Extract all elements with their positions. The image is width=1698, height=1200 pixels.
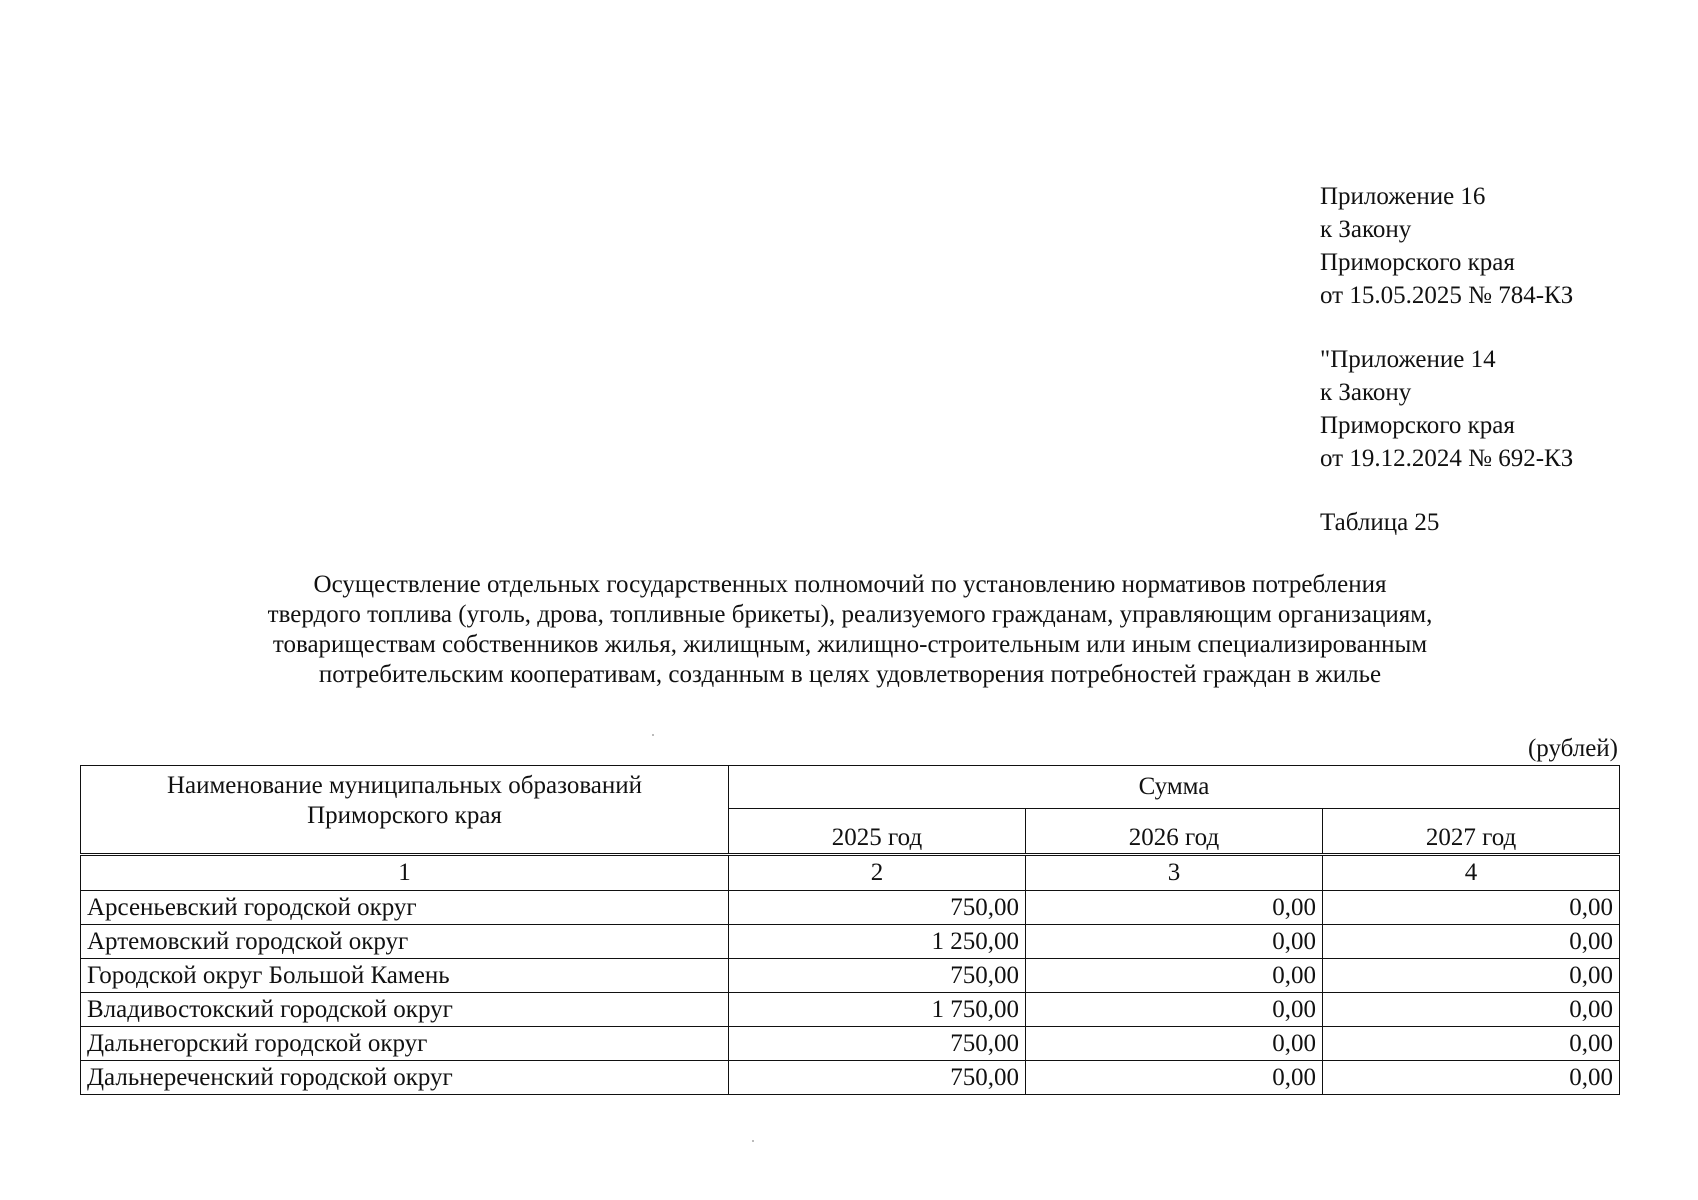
municipality-name: Городской округ Большой Камень [81,959,729,993]
amount-2025: 750,00 [729,1061,1026,1095]
amount-2025: 750,00 [729,959,1026,993]
table-row [81,1027,1620,1061]
table-row [81,925,1620,959]
table-row [81,891,1620,925]
amount-2026: 0,00 [1026,1027,1323,1061]
amount-2027: 0,00 [1323,891,1620,925]
original-appendix-line: Приморского края [1320,412,1515,439]
scan-speck [652,734,654,736]
column-number: 1 [81,855,729,891]
original-appendix-line: "Приложение 14 [1320,346,1496,373]
appendix-line: от 15.05.2025 № 784-КЗ [1320,282,1574,309]
appendix-line: Приморского края [1320,249,1515,276]
title-line: потребительским кооперативам, созданным в целях удовлетворения потребностей граждан в жилье [318,661,1382,688]
municipality-name: Дальнегорский городской округ [81,1027,729,1061]
amount-2025: 1 250,00 [729,925,1026,959]
amount-2027: 0,00 [1323,959,1620,993]
amount-2027: 0,00 [1323,1061,1620,1095]
table-row [81,993,1620,1027]
budget-table [80,765,1620,1095]
appendix-line: к Закону [1320,216,1412,243]
appendix-reference [1320,180,1660,312]
header-year: 2026 год [1026,809,1323,855]
title-line: твердого топлива (уголь, дрова, топливные брикеты), реализуемого гражданам, управляющим организациям, [267,601,1433,628]
municipality-name: Владивостокский городской округ [81,993,729,1027]
column-number-row [81,855,1620,891]
column-number: 4 [1323,855,1620,891]
amount-2026: 0,00 [1026,1061,1323,1095]
amount-2025: 750,00 [729,1027,1026,1061]
table-row [81,1061,1620,1095]
amount-2026: 0,00 [1026,925,1323,959]
table-row [81,959,1620,993]
amount-2025: 1 750,00 [729,993,1026,1027]
table-number: Таблица 25 [1320,509,1440,536]
amount-2025: 750,00 [729,891,1026,925]
title-line: товариществам собственников жилья, жилищным, жилищно-строительным или иным специализированным [272,631,1428,658]
header-municipality-line: Приморского края [307,802,502,829]
header-municipality-line: Наименование муниципальных образований [166,772,643,799]
title-line: Осуществление отдельных государственных полномочий по установлению нормативов потребления [313,571,1387,598]
header-year: 2027 год [1323,809,1620,855]
amount-2027: 0,00 [1323,1027,1620,1061]
amount-2027: 0,00 [1323,993,1620,1027]
units-label: (рублей) [1527,735,1618,762]
document-title [140,570,1560,690]
scan-speck [752,1140,754,1142]
amount-2026: 0,00 [1026,891,1323,925]
header-municipality [81,766,729,855]
header-sum: Сумма [729,766,1620,809]
original-appendix-line: от 19.12.2024 № 692-КЗ [1320,445,1574,472]
amount-2027: 0,00 [1323,925,1620,959]
column-number: 3 [1026,855,1323,891]
original-appendix-reference [1320,343,1660,475]
amount-2026: 0,00 [1026,993,1323,1027]
municipality-name: Артемовский городской округ [81,925,729,959]
municipality-name: Арсеньевский городской округ [81,891,729,925]
column-number: 2 [729,855,1026,891]
original-appendix-line: к Закону [1320,379,1412,406]
amount-2026: 0,00 [1026,959,1323,993]
appendix-line: Приложение 16 [1320,183,1486,210]
municipality-name: Дальнереченский городской округ [81,1061,729,1095]
header-year: 2025 год [729,809,1026,855]
